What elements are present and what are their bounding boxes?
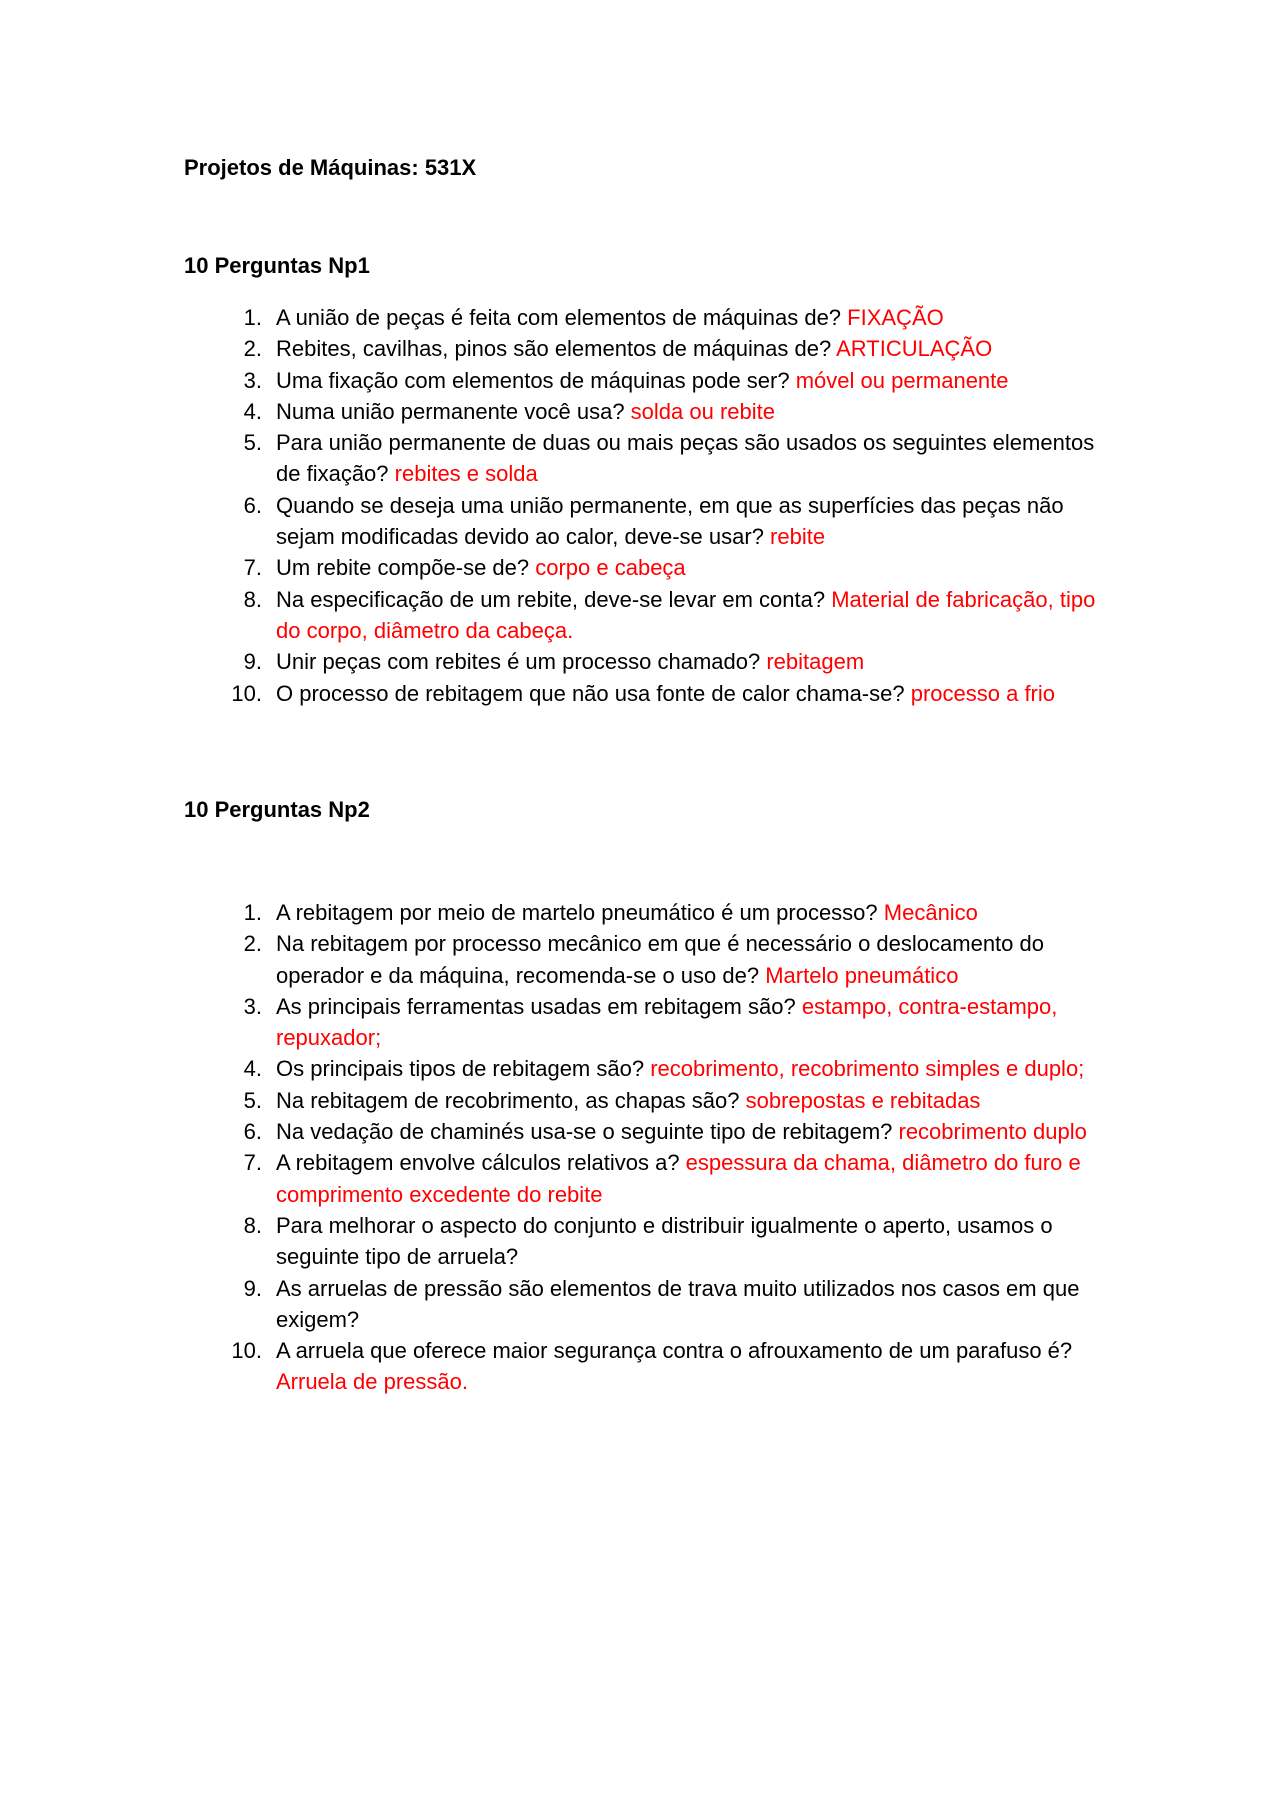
- item-text: [262, 396, 1104, 427]
- item-number: 2.: [243, 931, 262, 957]
- list-item: [184, 1147, 1104, 1210]
- list-item: [184, 365, 1104, 396]
- item-text: [262, 365, 1104, 396]
- question-text: A rebitagem envolve cálculos relativos a?: [276, 1150, 686, 1176]
- item-number: 8.: [243, 586, 262, 612]
- item-number: 1.: [243, 900, 262, 925]
- document-title: Projetos de Máquinas: 531X: [184, 155, 477, 180]
- list-item: [184, 991, 1104, 1054]
- np1-question-list: [184, 302, 1104, 709]
- answer-text: rebitagem: [766, 649, 865, 675]
- answer-text: corpo e cabeça: [535, 555, 686, 581]
- list-item: [184, 302, 1104, 333]
- question-text: A rebitagem por meio de martelo pneumático é um processo?: [276, 900, 884, 925]
- item-number: 2.: [243, 336, 262, 362]
- item-number: 9.: [243, 649, 262, 675]
- item-number: 8.: [243, 1212, 262, 1238]
- list-item: [184, 1085, 1104, 1116]
- list-item: [184, 928, 1104, 991]
- item-text: [262, 928, 1104, 991]
- list-item: [184, 897, 1104, 928]
- item-number: 7.: [243, 555, 262, 581]
- question-text: Unir peças com rebites é um processo chamado?: [276, 649, 767, 675]
- question-text: Um rebite compõe-se de?: [276, 555, 536, 581]
- answer-text: processo a frio: [910, 680, 1056, 706]
- item-number: 1.: [243, 305, 262, 330]
- question-text: Os principais tipos de rebitagem são?: [276, 1056, 651, 1082]
- item-number: 10.: [231, 1338, 262, 1364]
- answer-text: Material de fabricação, tipo do corpo, diâmetro da cabeça.: [276, 586, 1096, 643]
- item-text: [262, 897, 1104, 928]
- item-number: 9.: [243, 1275, 262, 1301]
- item-text: [262, 552, 1104, 583]
- item-number: 3.: [243, 993, 262, 1019]
- question-text: Rebites, cavilhas, pinos são elementos de máquinas de?: [276, 336, 837, 362]
- item-text: [262, 333, 1104, 364]
- question-text: Para melhorar o aspecto do conjunto e distribuir igualmente o aperto, usamos o seguinte tipo de arruela?: [276, 1212, 1053, 1270]
- answer-text: ARTICULAÇÃO: [836, 336, 993, 362]
- item-text: [262, 678, 1104, 709]
- item-text: [262, 490, 1104, 553]
- answer-text: estampo, contra-estampo, repuxador;: [276, 993, 1058, 1051]
- item-text: [262, 1210, 1104, 1273]
- item-number: 4.: [243, 398, 262, 424]
- list-item: [184, 1116, 1104, 1147]
- item-text: [262, 1335, 1104, 1398]
- question-text: Para união permanente de duas ou mais peças são usados os seguintes elementos de fixação?: [276, 430, 1095, 487]
- list-item: [184, 584, 1104, 647]
- item-text: [262, 1273, 1104, 1336]
- answer-text: Arruela de pressão.: [276, 1369, 468, 1395]
- list-item: [184, 396, 1104, 427]
- item-number: 5.: [243, 430, 262, 456]
- list-item: [184, 646, 1104, 677]
- question-text: Numa união permanente você usa?: [276, 398, 631, 424]
- item-number: 3.: [243, 367, 262, 393]
- item-text: [262, 584, 1104, 647]
- answer-text: recobrimento duplo: [898, 1119, 1087, 1145]
- answer-text: rebite: [770, 524, 826, 550]
- list-item: [184, 490, 1104, 553]
- answer-text: Mecânico: [883, 900, 978, 925]
- item-number: 6.: [243, 1119, 262, 1145]
- item-text: [262, 1116, 1104, 1147]
- question-text: A arruela que oferece maior segurança contra o afrouxamento de um parafuso é?: [276, 1338, 1073, 1364]
- list-item: [184, 1335, 1104, 1398]
- item-number: 4.: [243, 1056, 262, 1082]
- question-text: As arruelas de pressão são elementos de trava muito utilizados nos casos em que exigem?: [276, 1275, 1080, 1332]
- np1-heading: 10 Perguntas Np1: [184, 253, 370, 278]
- item-number: 7.: [243, 1150, 262, 1176]
- answer-text: sobrepostas e rebitadas: [745, 1087, 981, 1113]
- list-item: [184, 552, 1104, 583]
- item-text: [262, 991, 1104, 1054]
- list-item: [184, 1210, 1104, 1273]
- item-text: [262, 1147, 1104, 1210]
- question-text: Na rebitagem por processo mecânico em que é necessário o deslocamento do operador e da máquina, recomenda-se o uso de?: [276, 931, 1044, 988]
- list-item: [184, 1053, 1104, 1084]
- item-text: [262, 1085, 1104, 1116]
- answer-text: rebites e solda: [394, 461, 538, 487]
- np2-question-list: [184, 897, 1104, 1398]
- question-text: Na rebitagem de recobrimento, as chapas são?: [276, 1087, 746, 1113]
- question-text: Uma fixação com elementos de máquinas pode ser?: [276, 367, 796, 393]
- question-text: Na especificação de um rebite, deve-se levar em conta?: [276, 586, 832, 612]
- answer-text: solda ou rebite: [630, 398, 775, 424]
- item-text: [262, 427, 1104, 490]
- question-text: O processo de rebitagem que não usa fonte de calor chama-se?: [276, 680, 911, 706]
- question-text: A união de peças é feita com elementos de máquinas de?: [276, 305, 848, 330]
- list-item: [184, 1273, 1104, 1336]
- question-text: Na vedação de chaminés usa-se o seguinte tipo de rebitagem?: [276, 1119, 899, 1145]
- item-text: [262, 302, 1104, 333]
- question-text: As principais ferramentas usadas em rebitagem são?: [276, 993, 802, 1019]
- item-number: 5.: [243, 1087, 262, 1113]
- item-number: 10.: [231, 680, 262, 706]
- np2-heading: 10 Perguntas Np2: [184, 797, 370, 822]
- question-text: Quando se deseja uma união permanente, em que as superfícies das peças não sejam modificadas devido ao calor, deve-se usar?: [276, 492, 1064, 550]
- list-item: [184, 427, 1104, 490]
- answer-text: FIXAÇÃO: [847, 305, 944, 330]
- answer-text: móvel ou permanente: [795, 367, 1009, 393]
- list-item: [184, 333, 1104, 364]
- item-text: [262, 1053, 1104, 1084]
- answer-text: recobrimento, recobrimento simples e duplo;: [650, 1056, 1085, 1082]
- item-text: [262, 646, 1104, 677]
- answer-text: Martelo pneumático: [765, 962, 959, 988]
- item-number: 6.: [243, 492, 262, 518]
- answer-text: espessura da chama, diâmetro do furo e comprimento excedente do rebite: [276, 1150, 1081, 1207]
- list-item: [184, 678, 1104, 709]
